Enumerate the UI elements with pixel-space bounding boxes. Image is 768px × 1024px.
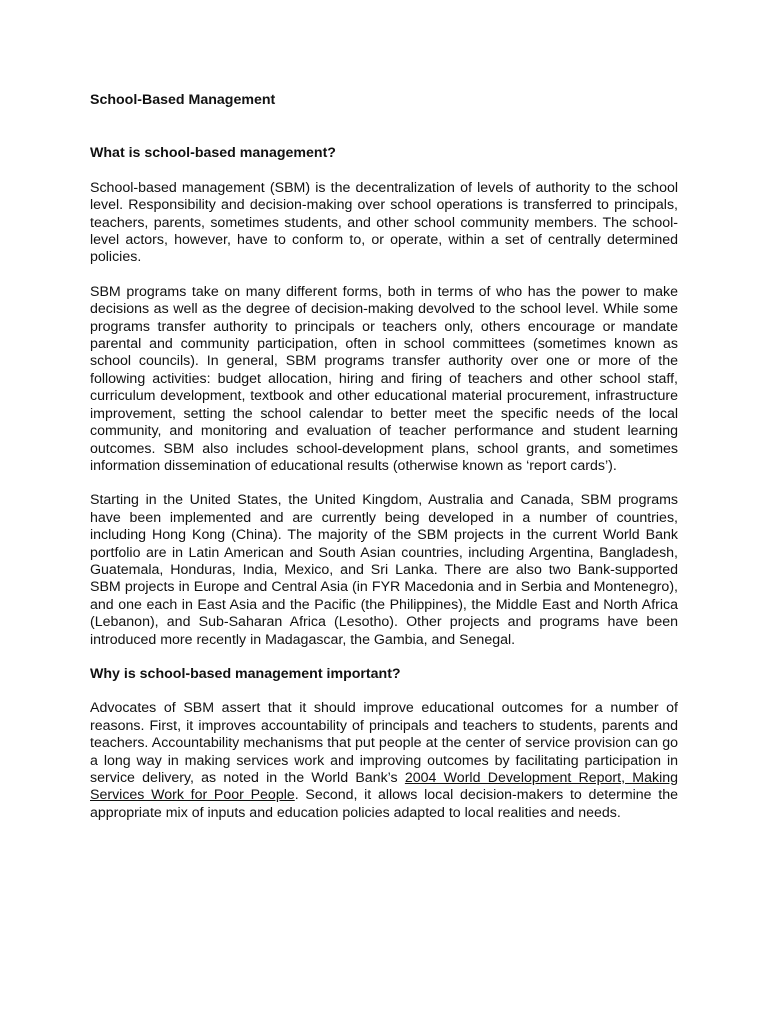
section-heading-what: What is school-based management? [90,145,336,162]
world-development-report-link[interactable]: 2004 World Development Report, Making Services Work for Poor People [90,770,678,804]
paragraph-countries: Starting in the United States, the United Kingdom, Australia and Canada, SBM programs have been implemented and are currently being developed in a number of countries, including Hong Kong (China). The majority of the SBM projects in the current World Bank portfolio are in Latin American and South Asian countries, including Argentina, Bangladesh, Guatemala, Honduras, India, Mexico, and Sri Lanka. There are also two Bank-supported SBM projects in Europe and Central Asia (in FYR Macedonia and in Serbia and Montenegro), and one each in East Asia and the Pacific (the Philippines), the Middle East and North Africa (Lebanon), and Sub-Saharan Africa (Lesotho). Other projects and programs have been introduced more recently in Madagascar, the Gambia, and Senegal. [90,492,678,648]
paragraph-importance-text-end: . Second, it allows local decision-makers to determine the appropriate mix of inputs and education policies adapted to local realities and needs. [90,787,678,821]
document-title: School-Based Management [90,92,276,108]
document-page [90,92,678,839]
paragraph-definition: School-based management (SBM) is the decentralization of levels of authority to the school level. Responsibility and decision-making over school operations is transferred to principals, teachers, parents, sometimes students, and other school community members. The school-level actors, however, have to conform to, or operate, within a set of centrally determined policies. [90,179,678,266]
paragraph-importance-text-start: Advocates of SBM assert that it should improve educational outcomes for a number of reasons. First, it improves accountability of principals and teachers to students, parents and teachers. Accountability mechanisms that put people at the center of service provision can go a long way in making services work and improving outcomes by facilitating participation in service delivery, as noted in the World Bank’s [90,700,678,786]
paragraph-importance [90,700,678,822]
paragraph-forms: SBM programs take on many different forms, both in terms of who has the power to make decisions as well as the degree of decision-making devolved to the school level. While some programs transfer authority to principals or teachers only, others encourage or mandate parental and community participation, often in school committees (sometimes known as school councils). In general, SBM programs transfer authority over one or more of the following activities: budget allocation, hiring and firing of teachers and other school staff, curriculum development, textbook and other educational material procurement, infrastructure improvement, setting the school calendar to better meet the specific needs of the local community, and monitoring and evaluation of teacher performance and student learning outcomes. SBM also includes school-development plans, school grants, and sometimes information dissemination of educational results (otherwise known as ‘report cards’). [90,283,678,474]
section-heading-why: Why is school-based management important? [90,665,401,682]
